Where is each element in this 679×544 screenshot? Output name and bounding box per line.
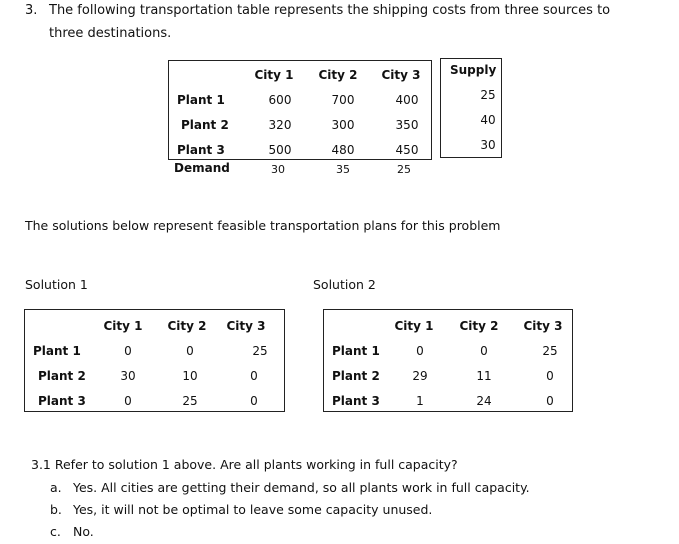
supply-cell: 30	[480, 138, 496, 152]
sol1-cell: 30	[120, 369, 136, 383]
sol2-row-label: Plant 3	[332, 394, 380, 408]
cost-cell: 480	[331, 143, 355, 157]
sol1-cell: 0	[124, 344, 132, 358]
sol2-cell: 24	[476, 394, 492, 408]
sol2-cell: 0	[480, 344, 488, 358]
cost-row-label: Plant 3	[177, 143, 225, 157]
solutions-intro: The solutions below represent feasible transportation plans for this problem	[25, 218, 501, 233]
question-number: 3.	[25, 3, 38, 18]
cost-col-city2: City 2	[318, 68, 358, 82]
sol2-col-city1: City 1	[394, 319, 434, 333]
cost-cell: 700	[331, 93, 355, 107]
sol1-cell: 25	[252, 344, 268, 358]
sol1-col-city2: City 2	[167, 319, 207, 333]
sol1-row-label: Plant 2	[38, 369, 86, 383]
subquestion-text: 3.1 Refer to solution 1 above. Are all plants working in full capacity?	[31, 457, 458, 472]
cost-col-city3: City 3	[381, 68, 421, 82]
cost-cell: 350	[395, 118, 419, 132]
demand-cell: 30	[271, 163, 285, 176]
sol2-cell: 0	[546, 394, 554, 408]
cost-cell: 300	[331, 118, 355, 132]
sol1-col-city3: City 3	[226, 319, 266, 333]
sol2-cell: 29	[412, 369, 428, 383]
cost-cell: 320	[268, 118, 292, 132]
sol2-cell: 11	[476, 369, 492, 383]
sol2-col-city2: City 2	[459, 319, 499, 333]
sol1-col-city1: City 1	[103, 319, 143, 333]
option-a-letter: a.	[50, 480, 62, 495]
sol1-cell: 10	[182, 369, 198, 383]
sol2-col-city3: City 3	[523, 319, 563, 333]
question-text-line1: The following transportation table represents the shipping costs from three sources to	[49, 3, 611, 18]
cost-cell: 400	[395, 93, 419, 107]
solution2-title: Solution 2	[313, 277, 376, 292]
supply-header: Supply	[450, 63, 497, 77]
sol1-row-label: Plant 3	[38, 394, 86, 408]
option-c-letter: c.	[50, 524, 61, 539]
demand-cell: 25	[397, 163, 411, 176]
sol2-cell: 0	[546, 369, 554, 383]
sol1-cell: 0	[250, 394, 258, 408]
cost-cell: 600	[268, 93, 292, 107]
option-a-text: Yes. All cities are getting their demand, so all plants work in full capacity.	[73, 480, 530, 495]
supply-cell: 25	[480, 88, 496, 102]
cost-cell: 450	[395, 143, 419, 157]
sol2-row-label: Plant 2	[332, 369, 380, 383]
sol2-cell: 1	[416, 394, 424, 408]
sol1-cell: 0	[124, 394, 132, 408]
question-text-line2: three destinations.	[49, 26, 172, 41]
supply-cell: 40	[480, 113, 496, 127]
sol1-row-label: Plant 1	[33, 344, 81, 358]
cost-col-city1: City 1	[254, 68, 294, 82]
sol2-cell: 0	[416, 344, 424, 358]
option-c-text: No.	[73, 524, 94, 539]
cost-row-label: Plant 2	[181, 118, 229, 132]
cost-row-label: Plant 1	[177, 93, 225, 107]
option-b-text: Yes, it will not be optimal to leave some capacity unused.	[73, 502, 433, 517]
option-b-letter: b.	[50, 502, 62, 517]
cost-cell: 500	[268, 143, 292, 157]
sol1-cell: 0	[186, 344, 194, 358]
sol1-cell: 0	[250, 369, 258, 383]
sol2-row-label: Plant 1	[332, 344, 380, 358]
demand-cell: 35	[336, 163, 350, 176]
demand-label: Demand	[174, 161, 230, 175]
solution1-title: Solution 1	[25, 277, 88, 292]
sol2-cell: 25	[542, 344, 558, 358]
sol1-cell: 25	[182, 394, 198, 408]
